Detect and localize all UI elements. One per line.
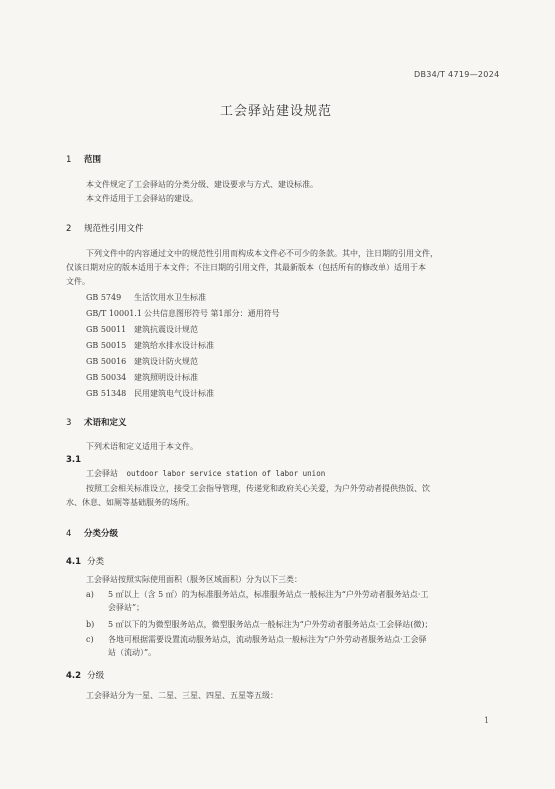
reference-name: 公共信息图形符号 第1部分：通用符号 [144, 309, 280, 318]
reference-name: 建筑设计防火规范 [134, 357, 198, 366]
grading-intro: 工会驿站分为一星、二星、三星、四星、五星等五级： [86, 691, 278, 700]
list-marker: b) [86, 620, 95, 629]
reference-code: GB 50016 [86, 357, 127, 366]
list-item-line-1: 5 ㎡以下的为微型服务站点，微型服务站点一般标注为“户外劳动者服务站点·工会驿站(微)； [108, 620, 433, 629]
section-title: 范围 [84, 155, 102, 165]
section-1-heading [66, 153, 101, 165]
clause-number: 4.1 [66, 557, 82, 567]
reference-code: GB/T 10001.1 [86, 309, 142, 318]
section-number: 2 [66, 224, 72, 234]
terms-intro: 下列术语和定义适用于本文件。 [86, 442, 198, 451]
term-definition-line-2: 水、休息、如厕等基础服务的场所。 [66, 498, 194, 507]
clause-4-2-heading [66, 669, 104, 681]
section-3-heading [66, 416, 127, 428]
scope-paragraph-1: 本文件规定了工会驿站的分类分级、建设要求与方式、建设标准。 [86, 180, 318, 189]
reference-code: GB 50011 [86, 325, 127, 334]
term-english: outdoor labor service station of labor union [126, 469, 326, 478]
term-definition-line-1: 按照工会相关标准设立，接受工会指导管理，传递党和政府关心关爱，为户外劳动者提供热饭、饮 [86, 484, 430, 493]
standard-code: DB34/T 4719—2024 [414, 70, 500, 79]
section-title: 术语和定义 [84, 418, 127, 428]
reference-name: 建筑照明设计标准 [134, 373, 198, 382]
reference-item [86, 324, 198, 335]
section-number: 3 [66, 418, 72, 428]
clause-number: 3.1 [66, 455, 82, 465]
list-item-line-2: 会驿站”； [108, 603, 145, 612]
list-item-line-1: 各地可根据需要设置流动服务站点，流动服务站点一般标注为“户外劳动者服务站点·工会驿 [108, 635, 427, 644]
term-entry [86, 467, 325, 480]
reference-code: GB 5749 [86, 293, 122, 302]
reference-item [86, 308, 280, 319]
list-item-line-2: 站（流动）”。 [108, 648, 157, 657]
section-title: 规范性引用文件 [84, 224, 144, 234]
term-chinese: 工会驿站 [86, 469, 118, 478]
section-4-heading [66, 527, 118, 539]
list-item [86, 633, 427, 659]
reference-code: GB 51348 [86, 389, 127, 398]
reference-name: 建筑抗震设计规范 [134, 325, 198, 334]
list-item-line-1: 5 ㎡以上（含 5 ㎡）的为标准服务站点，标准服务站点一般标注为“户外劳动者服务站点·工 [108, 590, 429, 599]
reference-name: 民用建筑电气设计标准 [134, 389, 214, 398]
reference-name: 建筑给水排水设计标准 [134, 341, 214, 350]
references-intro-line-1: 下列文件中的内容通过文中的规范性引用而构成本文件必不可少的条款。其中，注日期的引用文件， [86, 249, 438, 258]
page-number: 1 [484, 716, 490, 725]
reference-code: GB 50034 [86, 373, 127, 382]
section-2-heading [66, 222, 144, 234]
reference-code: GB 50015 [86, 341, 127, 350]
clause-title: 分级 [87, 671, 105, 681]
list-item [86, 618, 433, 631]
reference-item [86, 388, 214, 399]
clause-4-1-heading [66, 555, 104, 567]
clause-number: 4.2 [66, 671, 82, 681]
clause-title: 分类 [87, 557, 105, 567]
classification-intro: 工会驿站按照实际使用面积（服务区域面积）分为以下三类： [86, 575, 302, 584]
references-intro-line-2: 仅该日期对应的版本适用于本文件；不注日期的引用文件，其最新版本（包括所有的修改单）适用于本 [66, 263, 426, 272]
section-number: 1 [66, 155, 72, 165]
list-marker: a) [86, 590, 94, 599]
scope-paragraph-2: 本文件适用于工会驿站的建设。 [86, 194, 198, 203]
reference-item [86, 292, 206, 303]
document-title: 工会驿站建设规范 [220, 104, 333, 119]
reference-item [86, 356, 198, 367]
section-number: 4 [66, 529, 72, 539]
reference-item [86, 340, 214, 351]
list-item [86, 588, 428, 614]
references-intro-line-3: 文件。 [66, 277, 90, 286]
list-marker: c) [86, 635, 94, 644]
section-title: 分类分级 [84, 529, 119, 539]
reference-item [86, 372, 198, 383]
reference-name: 生活饮用水卫生标准 [134, 293, 206, 302]
